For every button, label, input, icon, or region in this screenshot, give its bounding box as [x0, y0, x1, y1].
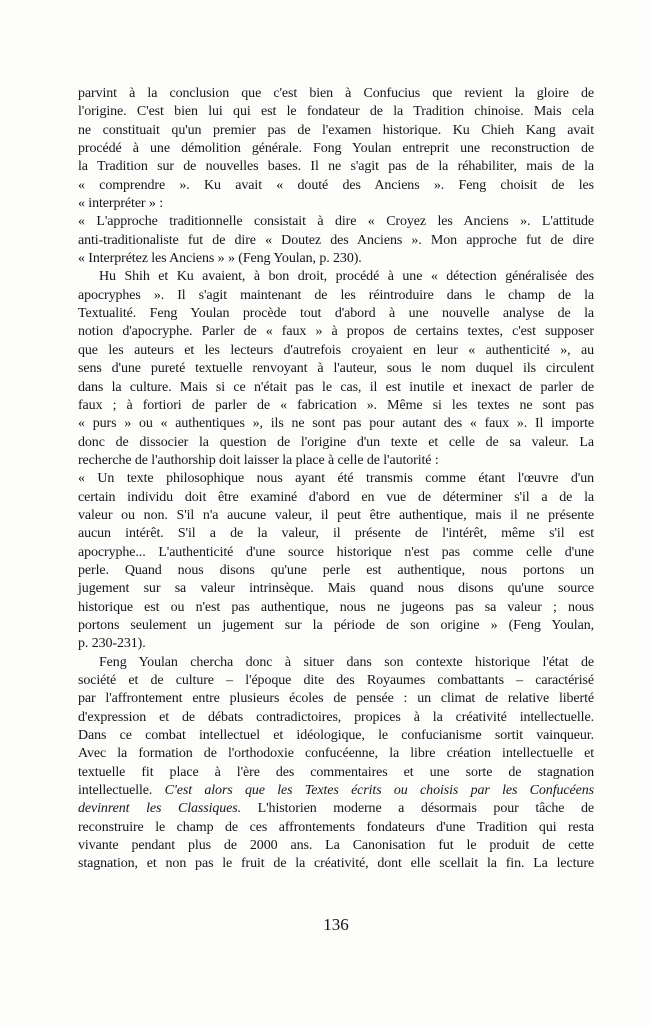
text-line: parvint à la conclusion que c'est bien à Confucius que revient la gloire de: [78, 86, 594, 101]
page-text: [78, 85, 594, 874]
text-line: reconstruire le champ de ces affrontements fondateurs d'une Tradition qui resta: [78, 819, 594, 835]
text-line: historique est ou n'est pas authentique, nous ne jugeons pas sa valeur ; nous: [78, 599, 594, 615]
text-line: p. 230-231).: [78, 636, 146, 652]
text-line: donc de dissocier la question de l'origine d'un texte et celle de sa valeur. La: [78, 434, 594, 450]
text-line: [78, 800, 594, 818]
text-line: anti-traditionaliste fut de dire « Doutez des Anciens ». Mon approche fut de dire: [78, 232, 594, 248]
text-line: Avec la formation de l'orthodoxie confucéenne, la libre création intellectuelle et: [78, 746, 594, 762]
text-line: « L'approche traditionnelle consistait à dire « Croyez les Anciens ». L'attitude: [78, 214, 594, 230]
text-line: « purs » ou « authentiques », ils ne sont pas pour autant des « faux ». Il importe: [78, 416, 594, 432]
text-line: Dans ce combat intellectuel et idéologique, le confucianisme sortit vainqueur.: [78, 728, 594, 744]
text-line: Textualité. Feng Youlan procède tout d'abord à une nouvelle analyse de la: [78, 306, 594, 322]
text-line: « comprendre ». Ku avait « douté des Anciens ». Feng choisit de les: [78, 177, 594, 193]
text-line: recherche de l'authorship doit laisser la place à celle de l'autorité :: [78, 452, 439, 468]
text-line: textuelle fit place à l'ère des commentaires et une sorte de stagnation: [78, 764, 594, 780]
text-line: stagnation, et non pas le fruit de la créativité, dont elle scellait la fin. La lecture: [78, 856, 594, 872]
text-line: Hu Shih et Ku avaient, à bon droit, procédé à une « détection généralisée des: [99, 269, 594, 285]
text-segment: L'historien moderne a désormais pour tâche de: [241, 801, 594, 817]
page-number: 136: [323, 915, 349, 934]
text-line: jugement sur sa valeur intrinsèque. Mais quand nous disons qu'une source: [78, 581, 594, 597]
text-segment-italic: devinrent les Classiques.: [78, 801, 242, 817]
text-line: portons seulement un jugement sur la période de son origine » (Feng Youlan,: [78, 617, 594, 633]
text-line: société et de culture – l'époque dite des Royaumes combattants – caractérisé: [78, 673, 594, 688]
text-line: [78, 782, 594, 800]
text-line: l'origine. C'est bien lui qui est le fondateur de la Tradition chinoise. Mais cela: [78, 104, 594, 120]
text-line: faux ; à fortiori de parler de « fabrication ». Même si les textes ne sont pas: [78, 397, 594, 413]
text-line: sens d'une pureté textuelle renvoyant à l'auteur, sous le nom duquel ils circulent: [78, 361, 594, 377]
text-segment: intellectuelle.: [78, 783, 165, 799]
text-line: « Un texte philosophique nous ayant été transmis comme étant l'œuvre d'un: [78, 471, 594, 487]
text-line: vivante pendant plus de 2000 ans. La Canonisation fut le produit de cette: [78, 838, 594, 854]
text-line: aucun intérêt. S'il a de la valeur, il présente de l'intérêt, même s'il est: [78, 526, 594, 542]
text-line: « Interprétez les Anciens » » (Feng Youlan, p. 230).: [78, 251, 362, 267]
text-line: certain individu doit être examiné d'abord en vue de déterminer s'il a de la: [78, 489, 594, 505]
text-line: apocryphe... L'authenticité d'une source historique n'est pas comme celle d'une: [78, 544, 594, 560]
text-line: par l'affrontement entre plusieurs écoles de pensée : un climat de relative liberté: [78, 691, 594, 707]
text-line: notion d'apocryphe. Parler de « faux » à propos de certains textes, c'est supposer: [78, 324, 594, 340]
text-line: procédé à une démolition générale. Fong Youlan entreprit une reconstruction de: [78, 141, 594, 157]
text-line: apocryphes ». Il s'agit maintenant de les réintroduire dans le champ de la: [78, 287, 594, 303]
text-line: Feng Youlan chercha donc à situer dans son contexte historique l'état de: [99, 654, 594, 670]
text-line: que les auteurs et les lecteurs d'autrefois croyaient en leur « authenticité », au: [78, 342, 594, 358]
text-line: « interpréter » :: [78, 196, 163, 212]
text-line: perle. Quand nous disons qu'une perle est authentique, nous portons un: [78, 562, 594, 578]
text-line: ne constituait qu'un premier pas de l'examen historique. Ku Chieh Kang avait: [78, 122, 594, 138]
text-line: d'expression et de débats contradictoires, propices à la créativité intellectuelle.: [78, 709, 594, 725]
text-line: valeur ou non. S'il n'a aucune valeur, il peut être authentique, mais il ne présente: [78, 507, 594, 523]
text-segment-italic: C'est alors que les Textes écrits ou choisis par les Confucéens: [164, 783, 594, 799]
text-line: dans la culture. Mais si ce n'était pas le cas, il est inutile et inexact de parler de: [78, 379, 594, 395]
text-line: la Tradition sur de nouvelles bases. Il ne s'agit pas de la réhabiliter, mais de la: [78, 159, 594, 175]
